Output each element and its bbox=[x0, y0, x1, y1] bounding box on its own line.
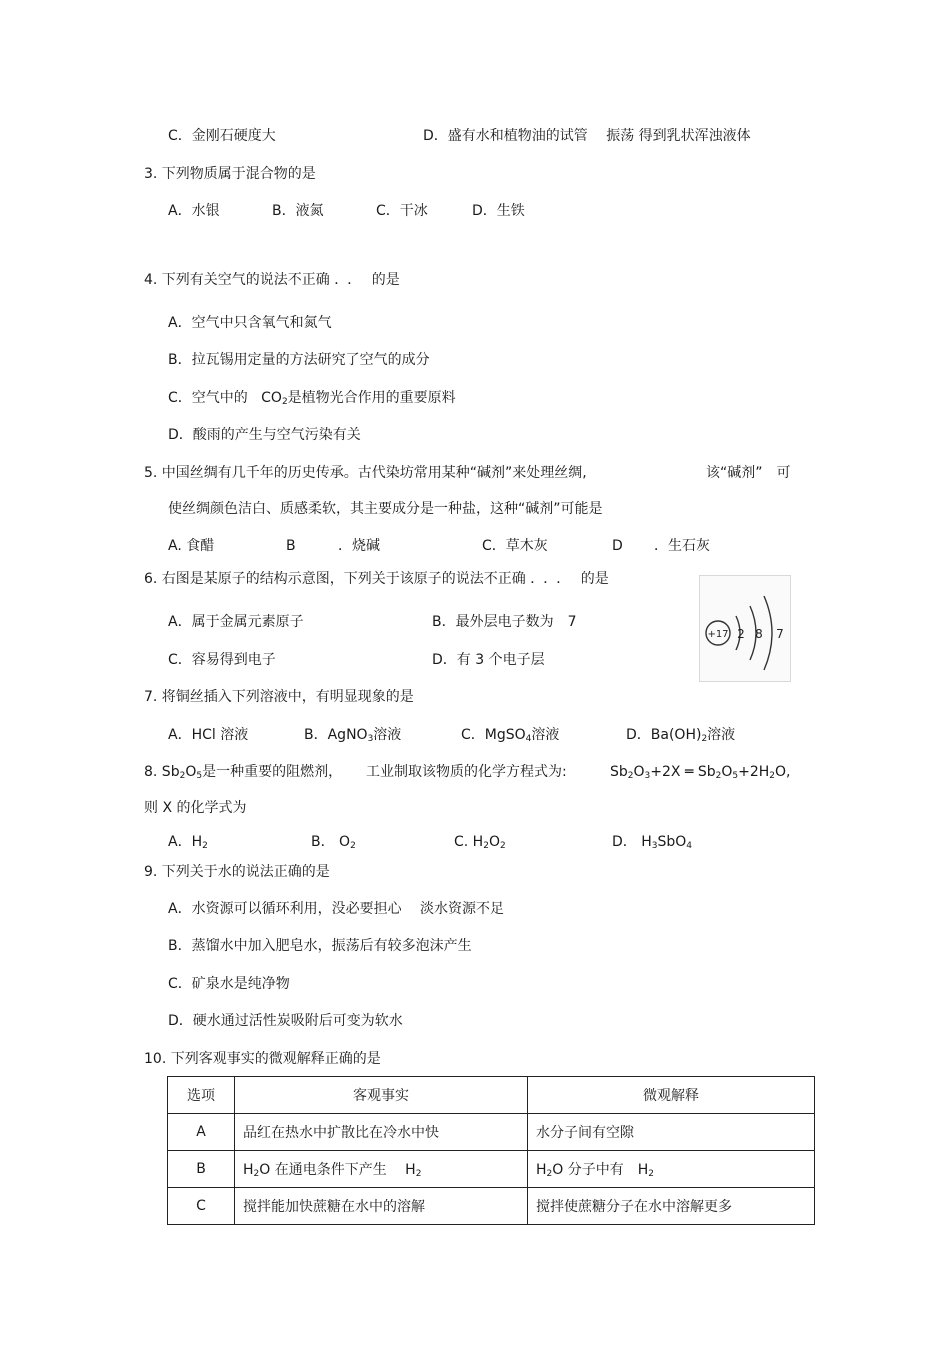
q9-option-a: A．水资源可以循环利用，没必要担心 淡水资源不足 bbox=[168, 901, 505, 917]
q5-option-a: A. 食醋 bbox=[168, 538, 215, 554]
table-row bbox=[168, 1114, 815, 1151]
shell-2-electrons: 8 bbox=[755, 627, 763, 641]
row-fact-sub: 2 bbox=[415, 1169, 422, 1179]
q8-eq-part: +2H bbox=[738, 764, 770, 780]
q4-emphasis-dots: ．． bbox=[334, 272, 368, 288]
q5-stem-line1-tail: 该“碱剂” 可 bbox=[706, 465, 791, 481]
row-explanation: 搅拌使蔗糖分子在水中溶解更多 bbox=[528, 1188, 815, 1225]
q8-eq-sub: 2 bbox=[627, 771, 634, 781]
row-option: A bbox=[168, 1114, 235, 1151]
q2-option-c: C．金刚石硬度大 bbox=[168, 128, 276, 144]
row-expl-sub: 2 bbox=[648, 1169, 654, 1179]
table-header-row bbox=[168, 1077, 815, 1114]
row-fact-part: O 在通电条件下产生 H bbox=[259, 1162, 416, 1178]
q3-option-a: A．水银 bbox=[168, 203, 220, 219]
q6-option-a: A．属于金属元素原子 bbox=[168, 614, 304, 630]
atom-structure-diagram bbox=[699, 575, 791, 682]
q8-option-a bbox=[168, 832, 208, 856]
q8-eq-sub: 5 bbox=[732, 771, 739, 781]
q8-stem-line1-mid: 工业制取该物质的化学方程式为: bbox=[366, 764, 567, 780]
q7-option-b-tail: 溶液 bbox=[373, 727, 402, 743]
q9-option-c: C．矿泉水是纯净物 bbox=[168, 976, 290, 992]
q7-stem: 7. 将铜丝插入下列溶液中，有明显现象的是 bbox=[144, 689, 414, 705]
q8-eq-sub: 3 bbox=[644, 771, 651, 781]
q6-option-b: B．最外层电子数为 7 bbox=[432, 614, 577, 630]
q7-option-c-sub: 4 bbox=[525, 734, 532, 744]
q4-stem-tail: 的是 bbox=[371, 272, 400, 288]
table-row bbox=[168, 1188, 815, 1225]
q8-option-d-text: D． H bbox=[612, 834, 652, 850]
q7-option-a: A．HCl 溶液 bbox=[168, 727, 249, 743]
q8-stem-line1 bbox=[144, 762, 342, 786]
q8-eq-part: +2X ═ Sb bbox=[650, 764, 716, 780]
q8-eq-part: Sb bbox=[610, 764, 628, 780]
q5-stem-line1: 5. 中国丝绸有几千年的历史传承。古代染坊常用某种“碱剂”来处理丝绸, bbox=[144, 465, 587, 481]
q8-eq-part: O, bbox=[775, 764, 791, 780]
q7-option-d bbox=[626, 725, 735, 749]
q7-option-b-sub: 3 bbox=[367, 734, 374, 744]
q5-option-c: C．草木灰 bbox=[482, 538, 548, 554]
row-fact-sub: 2 bbox=[253, 1169, 260, 1179]
table-row bbox=[168, 1151, 815, 1188]
q3-option-c: C．干冰 bbox=[376, 203, 428, 219]
q8-stem-sub: 5 bbox=[196, 771, 203, 781]
q8-option-c-text: O bbox=[488, 834, 500, 850]
q6-option-d: D．有 3 个电子层 bbox=[432, 652, 545, 668]
nucleus-label: +17 bbox=[707, 629, 729, 640]
header-option: 选项 bbox=[168, 1077, 235, 1114]
q8-option-c-sub: 2 bbox=[499, 841, 506, 851]
q9-stem: 9. 下列关于水的说法正确的是 bbox=[144, 864, 330, 880]
q4-option-c-formula: CO bbox=[261, 390, 282, 406]
q6-stem-text: 6. 右图是某原子的结构示意图，下列关于该原子的说法不正确 bbox=[144, 571, 526, 587]
q8-stem-sub: 2 bbox=[179, 771, 186, 781]
q9-option-b: B．蒸馏水中加入肥皂水，振荡后有较多泡沫产生 bbox=[168, 938, 472, 954]
q8-eq-part: O bbox=[721, 764, 733, 780]
q7-option-d-sub: 2 bbox=[701, 734, 708, 744]
row-expl-part: H bbox=[536, 1162, 547, 1178]
q4-stem bbox=[144, 270, 400, 290]
header-fact: 客观事实 bbox=[235, 1077, 528, 1114]
q7-option-b bbox=[304, 725, 401, 749]
shell-arc-3 bbox=[764, 596, 772, 670]
q8-option-b-sub: 2 bbox=[350, 841, 356, 851]
q5-option-d-text: ．生石灰 bbox=[654, 538, 710, 554]
q8-stem-part: 8. Sb bbox=[144, 764, 180, 780]
q8-eq-part: O bbox=[633, 764, 645, 780]
q5-option-b-text: ．烧碱 bbox=[338, 538, 380, 554]
q7-option-b-text: B．AgNO bbox=[304, 727, 368, 743]
q8-stem-part: 是一种重要的阻燃剂， bbox=[202, 764, 343, 780]
q8-option-b bbox=[311, 832, 356, 856]
q5-stem-line2: 使丝绸颜色洁白、质感柔软，其主要成分是一种盐，这种“碱剂”可能是 bbox=[168, 501, 603, 517]
row-expl-part: O 分子中有 H bbox=[552, 1162, 649, 1178]
q8-eq-sub: 2 bbox=[769, 771, 776, 781]
q4-option-a: A．空气中只含氧气和氮气 bbox=[168, 315, 332, 331]
q4-option-c-sub: 2 bbox=[281, 397, 288, 407]
q7-option-c bbox=[461, 725, 559, 749]
q5-option-d-letter: D bbox=[612, 538, 623, 554]
row-explanation: 水分子间有空隙 bbox=[528, 1114, 815, 1151]
q3-option-d: D．生铁 bbox=[472, 203, 525, 219]
q4-option-c-tail: 是植物光合作用的重要原料 bbox=[287, 390, 456, 406]
q6-stem-tail: 的是 bbox=[580, 571, 609, 587]
q8-option-c-sub: 2 bbox=[483, 841, 489, 851]
atom-structure-svg bbox=[700, 576, 790, 681]
q8-option-c-text: C. H bbox=[454, 834, 484, 850]
row-fact bbox=[235, 1151, 528, 1188]
shell-1-electrons: 2 bbox=[737, 627, 745, 641]
row-option: B bbox=[168, 1151, 235, 1188]
q8-stem-line2: 则 X 的化学式为 bbox=[144, 800, 247, 816]
q2-option-d: D．盛有水和植物油的试管 振荡 得到乳状浑浊液体 bbox=[423, 128, 751, 144]
q6-emphasis-dots: ．．． bbox=[530, 571, 577, 587]
q8-option-a-sub: 2 bbox=[202, 841, 208, 851]
q3-stem: 3. 下列物质属于混合物的是 bbox=[144, 166, 316, 182]
row-fact: 品红在热水中扩散比在冷水中快 bbox=[235, 1114, 528, 1151]
header-explanation: 微观解释 bbox=[528, 1077, 815, 1114]
q6-option-c: C．容易得到电子 bbox=[168, 652, 276, 668]
row-option: C bbox=[168, 1188, 235, 1225]
q8-stem-part: O bbox=[185, 764, 197, 780]
q3-option-b: B．液氮 bbox=[272, 203, 324, 219]
q8-option-d bbox=[612, 832, 692, 856]
q8-option-b-text: B． O bbox=[311, 834, 351, 850]
q7-option-c-text: C．MgSO bbox=[461, 727, 526, 743]
row-fact-part: H bbox=[243, 1162, 254, 1178]
q7-option-c-tail: 溶液 bbox=[531, 727, 560, 743]
q6-stem bbox=[144, 569, 609, 589]
q8-option-d-sub: 3 bbox=[651, 841, 658, 851]
q4-option-c bbox=[168, 388, 456, 412]
q8-option-c bbox=[454, 832, 506, 856]
q7-option-d-tail: 溶液 bbox=[707, 727, 736, 743]
q8-option-d-text: SbO bbox=[657, 834, 687, 850]
q7-option-d-text: D．Ba(OH) bbox=[626, 727, 702, 743]
q10-stem: 10. 下列客观事实的微观解释正确的是 bbox=[144, 1051, 381, 1067]
row-explanation bbox=[528, 1151, 815, 1188]
q4-option-d: D．酸雨的产生与空气污染有关 bbox=[168, 427, 361, 443]
row-expl-sub: 2 bbox=[546, 1169, 553, 1179]
q8-option-a-text: A．H bbox=[168, 834, 203, 850]
q8-eq-sub: 2 bbox=[715, 771, 722, 781]
shell-3-electrons: 7 bbox=[776, 627, 784, 641]
q8-equation bbox=[610, 762, 791, 786]
q4-stem-text: 4. 下列有关空气的说法不正确 bbox=[144, 272, 330, 288]
q10-table bbox=[167, 1076, 815, 1225]
q9-option-d: D．硬水通过活性炭吸附后可变为软水 bbox=[168, 1013, 403, 1029]
row-fact: 搅拌能加快蔗糖在水中的溶解 bbox=[235, 1188, 528, 1225]
q5-option-b-letter: B bbox=[286, 538, 296, 554]
q8-option-d-sub: 4 bbox=[686, 841, 693, 851]
q4-option-c-text: C．空气中的 bbox=[168, 390, 248, 406]
q4-option-b: B．拉瓦锡用定量的方法研究了空气的成分 bbox=[168, 352, 430, 368]
